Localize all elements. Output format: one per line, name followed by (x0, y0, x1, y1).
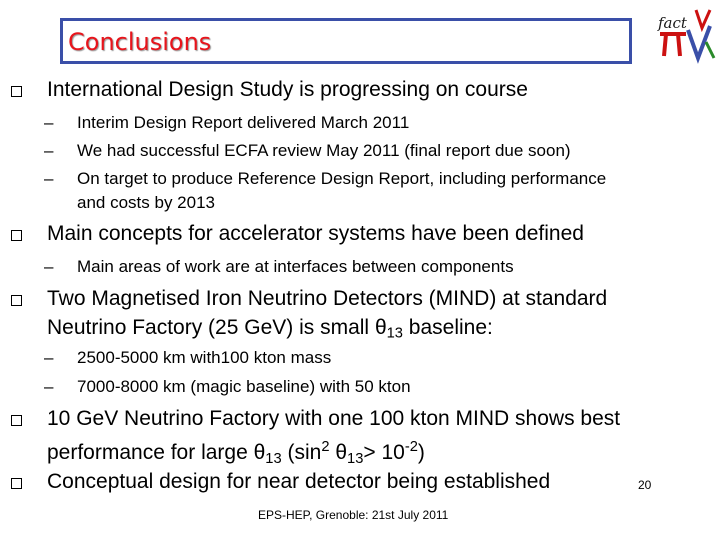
theta-symbol: θ (253, 441, 266, 465)
ids-nf-logo (652, 6, 718, 66)
footer-text: EPS-HEP, Grenoble: 21st July 2011 (258, 508, 449, 522)
sub-dash: – (44, 169, 54, 188)
bullet-marker (11, 415, 22, 426)
bullet-marker (11, 478, 22, 489)
bullet-mind-line2: Neutrino Factory (25 GeV) is small $\theta_{13}$ baseline: (47, 316, 493, 342)
bullet-ids-progress: International Design Study is progressing on course (47, 78, 528, 101)
theta-symbol: θ (374, 316, 387, 339)
sub-rdr-target: On target to produce Reference Design Report, including performance (77, 169, 607, 188)
bullet-accelerator-concepts: Main concepts for accelerator systems have been defined (47, 222, 584, 245)
sub-dash: – (44, 348, 54, 367)
sub-dash: – (44, 377, 54, 396)
sub-dash: – (44, 113, 54, 132)
logo-text: fact (658, 14, 687, 32)
sub-rdr-target-cont: and costs by 2013 (77, 193, 215, 212)
sub-dash: – (44, 257, 54, 276)
sub-interfaces: Main areas of work are at interfaces between components (77, 257, 514, 276)
sub-ecfa-review: We had successful ECFA review May 2011 (final report due soon) (77, 141, 571, 160)
bullet-10gev-line1: 10 GeV Neutrino Factory with one 100 kton MIND shows best (47, 407, 621, 430)
page-number: 20 (638, 478, 652, 492)
bullet-10gev-line2: performance for large $\theta_{13}$ ($\sin^2$ $\theta_{13}> 10^{-2}$) (47, 439, 425, 467)
bullet-marker (11, 86, 22, 97)
bullet-near-detector: Conceptual design for near detector being established (47, 470, 551, 493)
sub-baseline-magic: 7000-8000 km (magic baseline) with 50 kton (77, 377, 411, 396)
theta-symbol: θ (335, 441, 348, 465)
sub-dash: – (44, 141, 54, 160)
bullet-marker (11, 230, 22, 241)
sub-baseline-2500: 2500-5000 km with100 kton mass (77, 348, 332, 367)
bullet-mind-line1: Two Magnetised Iron Neutrino Detectors (MIND) at standard (47, 287, 608, 310)
sub-interim-report: Interim Design Report delivered March 2011 (77, 113, 410, 132)
slide-title: Conclusions (68, 28, 212, 56)
bullet-marker (11, 295, 22, 306)
